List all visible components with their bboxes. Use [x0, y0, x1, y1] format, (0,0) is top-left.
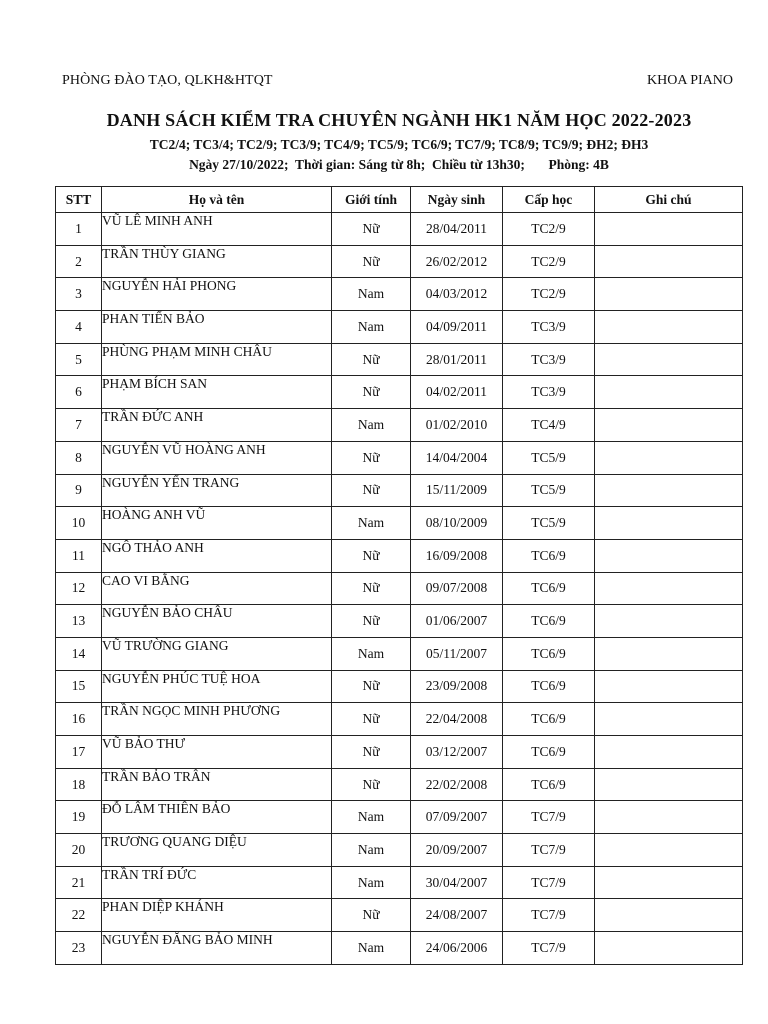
student-name-cell: PHAN TIẾN BẢO	[102, 311, 332, 344]
note-cell	[595, 507, 743, 540]
birth-date-cell: 20/09/2007	[411, 834, 503, 867]
student-name-cell: NGÔ THẢO ANH	[102, 539, 332, 572]
student-name-cell: PHÙNG PHẠM MINH CHÂU	[102, 343, 332, 376]
schedule-line: Ngày 27/10/2022; Thời gian: Sáng từ 8h; Chiều từ 13h30; Phòng: 4B	[189, 157, 609, 172]
class-level-cell: TC5/9	[503, 441, 595, 474]
birth-date-cell: 26/02/2012	[411, 245, 503, 278]
birth-date-cell: 04/09/2011	[411, 311, 503, 344]
table-row	[56, 441, 743, 474]
birth-date-cell: 30/04/2007	[411, 866, 503, 899]
row-number-cell: 1	[56, 213, 102, 246]
gender-cell: Nữ	[332, 245, 411, 278]
student-name-cell: CAO VI BẰNG	[102, 572, 332, 605]
birth-date-cell: 04/03/2012	[411, 278, 503, 311]
column-header-birthdate: Ngày sinh	[411, 187, 503, 213]
gender-cell: Nam	[332, 932, 411, 965]
table-row	[56, 637, 743, 670]
row-number-cell: 13	[56, 605, 102, 638]
class-level-cell: TC6/9	[503, 605, 595, 638]
gender-cell: Nữ	[332, 670, 411, 703]
student-name-cell: VŨ LÊ MINH ANH	[102, 213, 332, 246]
gender-cell: Nam	[332, 834, 411, 867]
table-row	[56, 801, 743, 834]
row-number-cell: 17	[56, 736, 102, 769]
row-number-cell: 3	[56, 278, 102, 311]
birth-date-cell: 28/01/2011	[411, 343, 503, 376]
class-level-cell: TC6/9	[503, 670, 595, 703]
note-cell	[595, 834, 743, 867]
class-level-cell: TC2/9	[503, 213, 595, 246]
birth-date-cell: 01/06/2007	[411, 605, 503, 638]
note-cell	[595, 539, 743, 572]
gender-cell: Nam	[332, 278, 411, 311]
gender-cell: Nữ	[332, 899, 411, 932]
gender-cell: Nam	[332, 637, 411, 670]
birth-date-cell: 08/10/2009	[411, 507, 503, 540]
note-cell	[595, 605, 743, 638]
gender-cell: Nữ	[332, 343, 411, 376]
table-row	[56, 507, 743, 540]
birth-date-cell: 15/11/2009	[411, 474, 503, 507]
row-number-cell: 22	[56, 899, 102, 932]
birth-date-cell: 24/06/2006	[411, 932, 503, 965]
class-level-cell: TC6/9	[503, 736, 595, 769]
table-body	[56, 213, 743, 965]
table-row	[56, 899, 743, 932]
student-name-cell: TRẦN TRÍ ĐỨC	[102, 866, 332, 899]
student-name-cell: NGUYỄN PHÚC TUỆ HOA	[102, 670, 332, 703]
gender-cell: Nữ	[332, 572, 411, 605]
gender-cell: Nam	[332, 507, 411, 540]
note-cell	[595, 703, 743, 736]
class-level-cell: TC6/9	[503, 637, 595, 670]
gender-cell: Nữ	[332, 474, 411, 507]
note-cell	[595, 409, 743, 442]
student-name-cell: ĐỖ LÂM THIÊN BẢO	[102, 801, 332, 834]
class-level-cell: TC3/9	[503, 376, 595, 409]
student-name-cell: NGUYỄN BẢO CHÂU	[102, 605, 332, 638]
gender-cell: Nữ	[332, 539, 411, 572]
class-level-cell: TC3/9	[503, 343, 595, 376]
class-level-cell: TC4/9	[503, 409, 595, 442]
document-title: DANH SÁCH KIỂM TRA CHUYÊN NGÀNH HK1 NĂM HỌC 2022-2023	[106, 110, 692, 130]
row-number-cell: 11	[56, 539, 102, 572]
gender-cell: Nam	[332, 311, 411, 344]
birth-date-cell: 04/02/2011	[411, 376, 503, 409]
class-level-cell: TC7/9	[503, 801, 595, 834]
table-row	[56, 213, 743, 246]
table-row	[56, 932, 743, 965]
gender-cell: Nam	[332, 801, 411, 834]
column-header-gender: Giới tính	[332, 187, 411, 213]
row-number-cell: 8	[56, 441, 102, 474]
table-row	[56, 409, 743, 442]
note-cell	[595, 670, 743, 703]
gender-cell: Nữ	[332, 441, 411, 474]
row-number-cell: 10	[56, 507, 102, 540]
class-level-cell: TC5/9	[503, 474, 595, 507]
birth-date-cell: 09/07/2008	[411, 572, 503, 605]
row-number-cell: 14	[56, 637, 102, 670]
note-cell	[595, 311, 743, 344]
birth-date-cell: 22/04/2008	[411, 703, 503, 736]
table-row	[56, 278, 743, 311]
row-number-cell: 7	[56, 409, 102, 442]
birth-date-cell: 14/04/2004	[411, 441, 503, 474]
column-header-stt: STT	[56, 187, 102, 213]
row-number-cell: 21	[56, 866, 102, 899]
birth-date-cell: 28/04/2011	[411, 213, 503, 246]
column-header-notes: Ghi chú	[595, 187, 743, 213]
birth-date-cell: 01/02/2010	[411, 409, 503, 442]
table-row	[56, 866, 743, 899]
table-row	[56, 572, 743, 605]
student-table	[55, 186, 743, 965]
student-name-cell: NGUYỄN HẢI PHONG	[102, 278, 332, 311]
class-level-cell: TC5/9	[503, 507, 595, 540]
birth-date-cell: 07/09/2007	[411, 801, 503, 834]
student-name-cell: TRƯƠNG QUANG DIỆU	[102, 834, 332, 867]
student-name-cell: TRẦN BẢO TRÂN	[102, 768, 332, 801]
note-cell	[595, 245, 743, 278]
table-row	[56, 768, 743, 801]
row-number-cell: 23	[56, 932, 102, 965]
birth-date-cell: 16/09/2008	[411, 539, 503, 572]
note-cell	[595, 736, 743, 769]
table-row	[56, 311, 743, 344]
student-name-cell: NGUYỄN VŨ HOÀNG ANH	[102, 441, 332, 474]
table-row	[56, 834, 743, 867]
gender-cell: Nữ	[332, 376, 411, 409]
gender-cell: Nam	[332, 409, 411, 442]
row-number-cell: 16	[56, 703, 102, 736]
column-header-name: Họ và tên	[102, 187, 332, 213]
row-number-cell: 5	[56, 343, 102, 376]
student-name-cell: PHẠM BÍCH SAN	[102, 376, 332, 409]
gender-cell: Nữ	[332, 703, 411, 736]
class-level-cell: TC6/9	[503, 703, 595, 736]
note-cell	[595, 474, 743, 507]
row-number-cell: 12	[56, 572, 102, 605]
row-number-cell: 19	[56, 801, 102, 834]
note-cell	[595, 343, 743, 376]
table-row	[56, 539, 743, 572]
class-level-cell: TC6/9	[503, 768, 595, 801]
table-row	[56, 703, 743, 736]
note-cell	[595, 637, 743, 670]
gender-cell: Nam	[332, 866, 411, 899]
student-name-cell: TRẦN ĐỨC ANH	[102, 409, 332, 442]
student-name-cell: PHAN DIỆP KHÁNH	[102, 899, 332, 932]
student-name-cell: VŨ BẢO THƯ	[102, 736, 332, 769]
row-number-cell: 4	[56, 311, 102, 344]
class-level-cell: TC3/9	[503, 311, 595, 344]
note-cell	[595, 213, 743, 246]
gender-cell: Nữ	[332, 736, 411, 769]
class-level-cell: TC7/9	[503, 932, 595, 965]
row-number-cell: 20	[56, 834, 102, 867]
gender-cell: Nữ	[332, 605, 411, 638]
note-cell	[595, 801, 743, 834]
student-name-cell: NGUYỄN ĐĂNG BẢO MINH	[102, 932, 332, 965]
table-row	[56, 376, 743, 409]
birth-date-cell: 23/09/2008	[411, 670, 503, 703]
row-number-cell: 6	[56, 376, 102, 409]
note-cell	[595, 572, 743, 605]
department-name: PHÒNG ĐÀO TẠO, QLKH&HTQT	[62, 73, 273, 88]
column-header-level: Cấp học	[503, 187, 595, 213]
student-name-cell: NGUYỄN YẾN TRANG	[102, 474, 332, 507]
student-name-cell: HOÀNG ANH VŨ	[102, 507, 332, 540]
row-number-cell: 18	[56, 768, 102, 801]
birth-date-cell: 03/12/2007	[411, 736, 503, 769]
table-row	[56, 670, 743, 703]
student-name-cell: TRẦN THÙY GIANG	[102, 245, 332, 278]
note-cell	[595, 932, 743, 965]
faculty-name: KHOA PIANO	[647, 73, 733, 88]
table-row	[56, 605, 743, 638]
note-cell	[595, 278, 743, 311]
row-number-cell: 9	[56, 474, 102, 507]
note-cell	[595, 899, 743, 932]
birth-date-cell: 22/02/2008	[411, 768, 503, 801]
note-cell	[595, 441, 743, 474]
birth-date-cell: 05/11/2007	[411, 637, 503, 670]
class-level-cell: TC6/9	[503, 539, 595, 572]
table-row	[56, 736, 743, 769]
note-cell	[595, 768, 743, 801]
gender-cell: Nữ	[332, 213, 411, 246]
class-level-cell: TC7/9	[503, 866, 595, 899]
student-name-cell: VŨ TRƯỜNG GIANG	[102, 637, 332, 670]
table-row	[56, 343, 743, 376]
levels-line: TC2/4; TC3/4; TC2/9; TC3/9; TC4/9; TC5/9; TC6/9; TC7/9; TC8/9; TC9/9; ĐH2; ĐH3	[149, 137, 649, 152]
class-level-cell: TC6/9	[503, 572, 595, 605]
row-number-cell: 2	[56, 245, 102, 278]
birth-date-cell: 24/08/2007	[411, 899, 503, 932]
table-header-row	[56, 187, 743, 213]
row-number-cell: 15	[56, 670, 102, 703]
class-level-cell: TC7/9	[503, 834, 595, 867]
gender-cell: Nữ	[332, 768, 411, 801]
class-level-cell: TC7/9	[503, 899, 595, 932]
table-row	[56, 245, 743, 278]
table-row	[56, 474, 743, 507]
note-cell	[595, 376, 743, 409]
class-level-cell: TC2/9	[503, 278, 595, 311]
class-level-cell: TC2/9	[503, 245, 595, 278]
note-cell	[595, 866, 743, 899]
student-name-cell: TRẦN NGỌC MINH PHƯƠNG	[102, 703, 332, 736]
